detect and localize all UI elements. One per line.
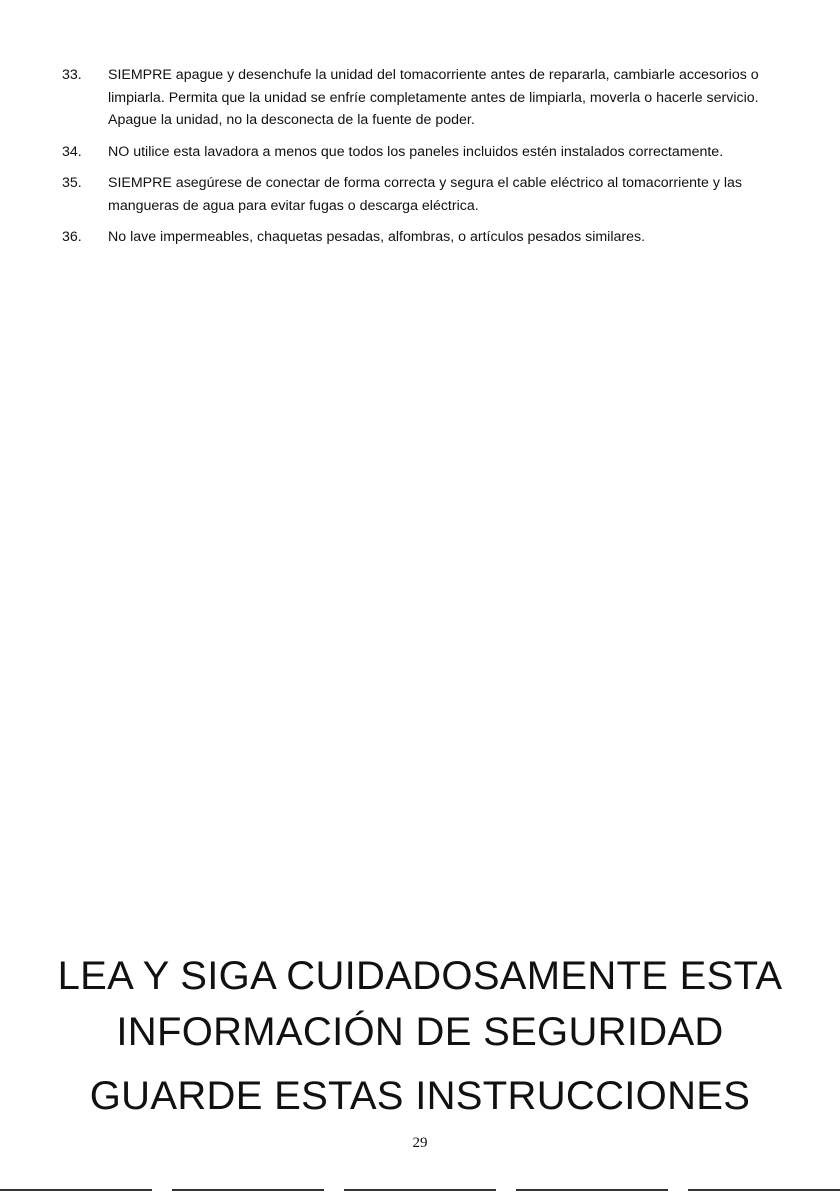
- item-text: SIEMPRE apague y desenchufe la unidad del tomacorriente antes de repararla, cambiarle accesorios o limpiarla. Permita que la unidad se enfríe completamente antes de limpiarla, moverla o hacerle servicio. Apague la unidad, no la desconecta de la fuente de poder.: [108, 67, 759, 128]
- closing-heading-line-1: LEA Y SIGA CUIDADOSAMENTE ESTA: [57, 954, 783, 998]
- item-number: 36.: [62, 229, 82, 245]
- page-number: 29: [412, 1135, 428, 1151]
- list-item: [62, 141, 762, 164]
- item-text: SIEMPRE asegúrese de conectar de forma correcta y segura el cable eléctrico al tomacorriente y las mangueras de agua para evitar fugas o descarga eléctrica.: [108, 175, 743, 214]
- safety-instructions-list: [62, 64, 762, 258]
- footer-rule-segment: [344, 1189, 496, 1191]
- footer-rule-segment: [172, 1189, 324, 1191]
- item-text: No lave impermeables, chaquetas pesadas, alfombras, o artículos pesados similares.: [108, 229, 646, 245]
- closing-heading-line-2: INFORMACIÓN DE SEGURIDAD: [116, 1010, 724, 1054]
- item-number: 33.: [62, 67, 82, 83]
- item-text: NO utilice esta lavadora a menos que todos los paneles incluidos estén instalados correctamente.: [108, 143, 724, 160]
- list-item: [62, 226, 762, 249]
- footer-rule-segment: [0, 1189, 152, 1191]
- footer-rule-segment: [688, 1189, 840, 1191]
- list-item: [62, 64, 762, 132]
- item-number: 35.: [62, 175, 82, 191]
- item-number: 34.: [62, 143, 82, 160]
- list-item: [62, 172, 762, 217]
- footer-rule-segment: [516, 1189, 668, 1191]
- closing-heading-line-3: GUARDE ESTAS INSTRUCCIONES: [89, 1074, 751, 1118]
